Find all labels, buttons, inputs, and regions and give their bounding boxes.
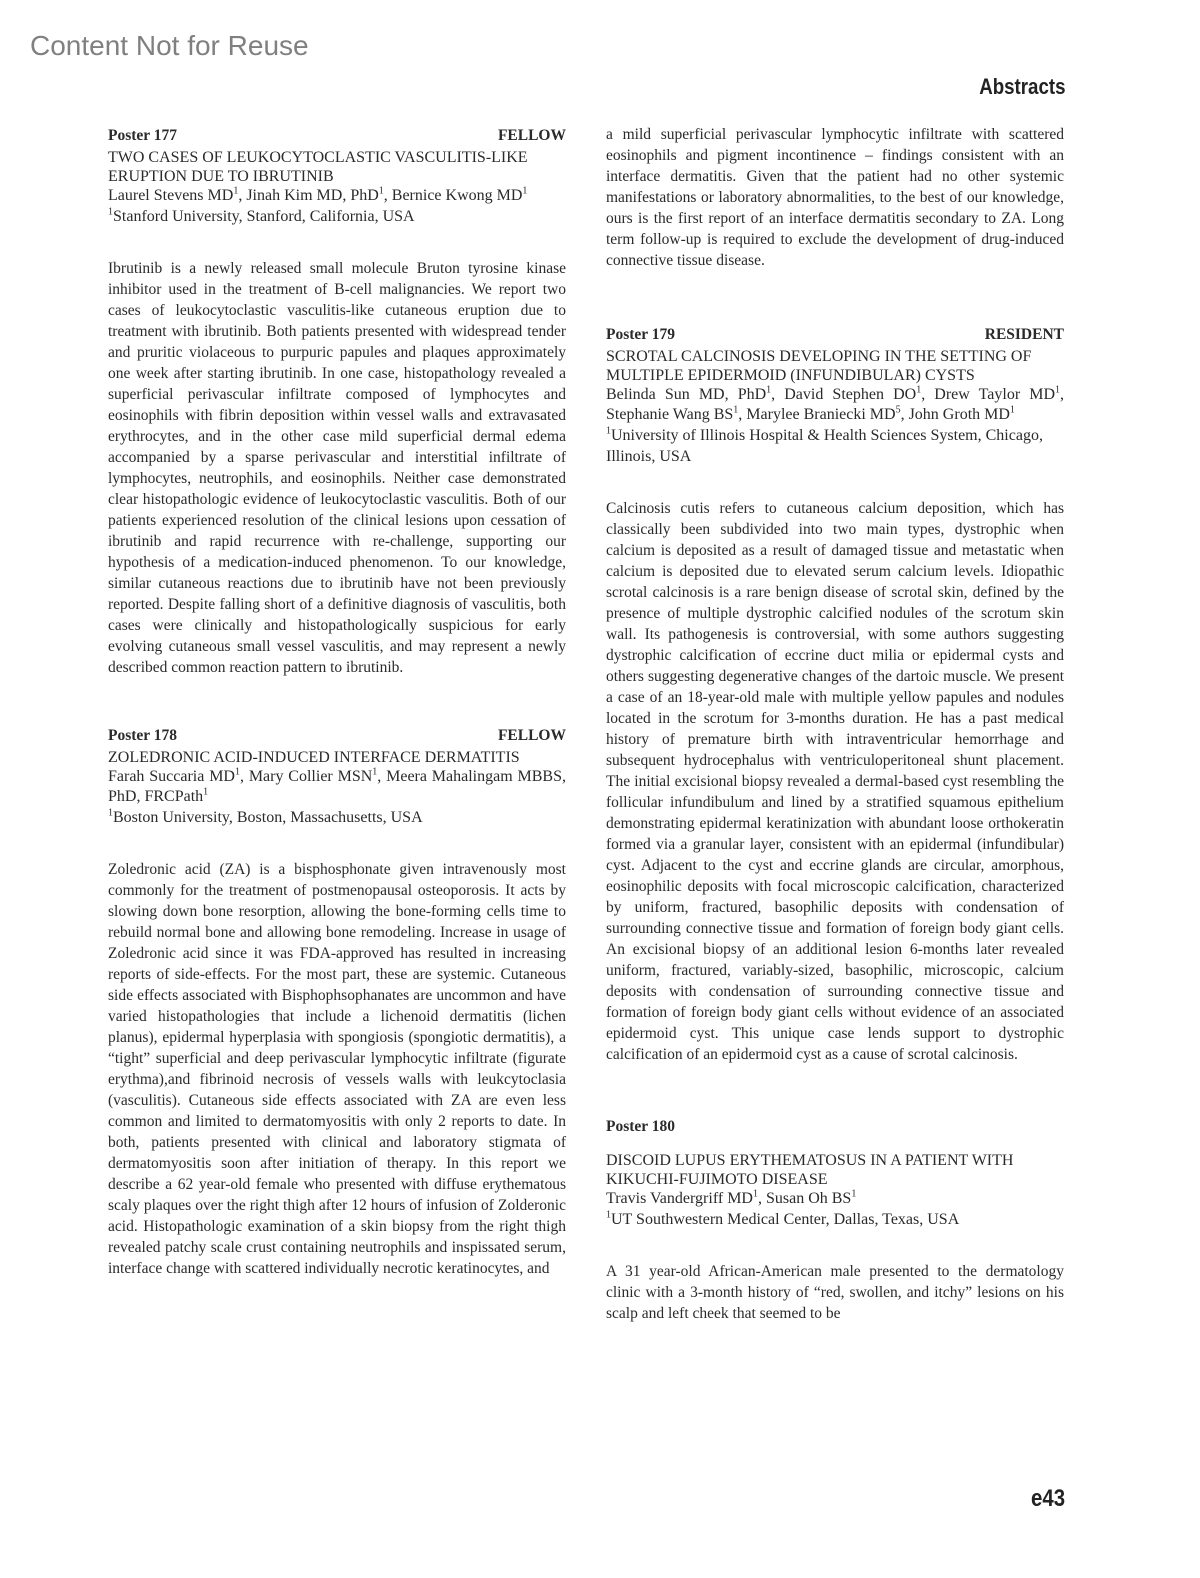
abstract-body: Ibrutinib is a newly released small molecule Bruton tyrosine kinase inhibitor used in the treatment of B-cell malignancies. We report two cases of leukocytoclastic vasculitis-like cutaneous eruption due to treatment with ibrutinib. Both patients presented with widespread tender and pruritic violaceous to purpuric papules and plaques approximately one week after starting ibrutinib. In one case, histopathology revealed a superficial perivascular infiltrate composed of lymphocytes and eosinophils with fibrin deposition within vessel walls and extravasated erythrocytes, and in the other case mild superficial dermal edema accompanied by a sparse perivascular and interstitial infiltrate of lymphocytes, neutrophils, and eosinophils. Neither case demonstrated clear histopathologic evidence of leukocytoclastic vasculitis. Both of our patients experienced resolution of the clinical lesions upon cessation of ibrutinib and rapid recurrence with re-challenge, supporting our hypothesis of a medication-induced phenomenon. To our knowledge, similar cutaneous reactions due to ibrutinib have not been previously reported. Despite falling short of a definitive diagnosis of vasculitis, both cases were clinically and histopathologically suspicious for early evolving cutaneous small vessel vasculitis, and may represent a newly described common reaction pattern to ibrutinib. [108,260,566,676]
poster-header [108,124,566,148]
author-name: Belinda Sun MD, PhD [606,386,767,403]
poster-label: Poster 177 [108,127,178,144]
poster-title: ZOLEDRONIC ACID-INDUCED INTERFACE DERMATITIS [108,749,520,766]
poster-header [108,724,566,748]
author-name: David Stephen DO [784,386,917,403]
page-number: e43 [1030,1485,1065,1512]
author-sup: 1 [203,786,209,798]
author-sup: 1 [733,404,739,416]
poster-title: SCROTAL CALCINOSIS DEVELOPING IN THE SETTING OF MULTIPLE EPIDERMOID (INFUNDIBULAR) CYSTS [606,348,1032,384]
author-name: Meera Mahalingam MBBS, PhD, FRCPath [108,768,566,805]
author-sup: 1 [766,384,772,396]
affiliation-sup: 1 [108,807,113,819]
watermark: Content Not for Reuse [30,30,309,61]
poster-category: RESIDENT [984,326,1064,343]
affiliation-text: UT Southwestern Medical Center, Dallas, Texas, USA [611,1211,960,1228]
affiliation [606,425,1064,467]
affiliation-text: University of Illinois Hospital & Health Sciences System, Chicago, Illinois, USA [606,427,1043,465]
poster-title: DISCOID LUPUS ERYTHEMATOSUS IN A PATIENT WITH KIKUCHI-FUJIMOTO DISEASE [606,1152,1014,1188]
abstract-body: Zoledronic acid (ZA) is a bisphosphonate given intravenously most commonly for the treatment of postmenopausal osteoporosis. It acts by slowing down bone resorption, allowing the bone-forming cells time to rebuild normal bone and allowing bone remodeling. Increase in usage of Zoledronic acid since it was FDA-approved has resulted in increasing reports of side-effects. For the most part, these are systemic. Cutaneous side effects associated with Bisphophsophanates are uncommon and have varied histopathologies that include a lichenoid dermatitis (lichen planus), epidermal hyperplasia with spongiosis (spongiotic dermatitis), a “tight” superficial and deep perivascular lymphocytic infiltrate (figurate erythma),and fibrinoid necrosis of vessels walls with leukcytoclasia (vasculitis). Cutaneous side effects associated with ZA are even less common and limited to dermatomyositis with only 2 reports to date. In both, patients presented with clinical and laboratory stigmata of dermatomyositis soon after initiation of therapy. In this report we describe a 62 year-old female who presented with diffuse erythematous scaly plaques over the right thigh after 12 hours of infusion of Zolderonic acid. Histopathologic examination of a skin biopsy from the right thigh revealed patchy scale crust containing neutrophils and inspissated serum, interface change with scattered individually necrotic keratinocytes, and [108,861,566,1277]
author-name: John Groth MD [908,406,1010,423]
author-name: Susan Oh BS [765,1190,852,1207]
poster-180 [606,1115,1064,1324]
poster-title: TWO CASES OF LEUKOCYTOCLASTIC VASCULITIS-LIKE ERUPTION DUE TO IBRUTINIB [108,149,528,185]
poster-header [606,323,1064,347]
affiliation-sup: 1 [606,1209,611,1221]
author-list: Farah Succaria $MD^1$, Mary Collier MSN$^1$, Meera Mahalingam MBBS, PhD, FRCPath$^1$ [108,766,566,805]
author-list: Travis Vandergriff $MD^1$, Susan Oh $BS^1$ [606,1188,857,1207]
left-column [108,124,566,1279]
right-column [606,124,1064,1324]
author-name: Stephanie Wang BS [606,406,734,423]
author-sup: 1 [916,384,922,396]
author-sup: 1 [1055,384,1061,396]
author-sup: 1 [378,185,384,197]
poster-category: FELLOW [497,727,566,744]
author-sup: 1 [234,766,240,778]
affiliation-text: Boston University, Boston, Massachusetts, USA [113,809,423,826]
author-list: Belinda Sun MD, PhD$^1$, David Stephen $DO^1$, Drew Taylor $MD^1$, Stephanie Wang $BS^1$, Marylee Braniecki $MD^5$, John Groth $MD^1$ [606,384,1065,423]
poster-177 [108,124,566,678]
poster-label: Poster 180 [606,1118,676,1135]
affiliation [108,206,566,227]
affiliation [108,807,566,828]
author-name: Farah Succaria MD [108,768,235,785]
poster-178 [108,724,566,1279]
affiliation-text: Stanford University, Stanford, California, USA [113,208,415,225]
abstract-body: Calcinosis cutis refers to cutaneous calcium deposition, which has classically been subdivided into two main types, dystrophic when calcium is deposited as a result of damaged tissue and metastatic when calcium is deposited due to elevated serum calcium levels. Idiopathic scrotal calcinosis is a rare benign disease of scrotal skin, defined by the presence of multiple dystrophic calcified nodules of the scrotum skin wall. Its pathogenesis is controversial, with some authors suggesting dystrophic calcification of eccrine duct milia or epidermal cysts and others suggesting degenerative changes of the dartoic muscle. We present a case of an 18-year-old male with multiple yellow papules and nodules located in the scrotum for 3-months duration. He has a past medical history of premature birth with intraventricular hemorrhage and subsequent hydrocephalus with ventriculoperitoneal shunt placement. The initial excisional biopsy revealed a dermal-based cyst resembling the follicular infundibulum and lined by a stratified squamous epithelium demonstrating epidermal keratinization with abundant loose orthokeratin formed via a granular layer, consistent with an epidermal (infundibular) cyst. Adjacent to the cyst and eccrine glands are circular, amorphous, eosinophilic deposits with focal microscopic calcification, characterized by uniform, fractured, basophilic deposits with condensation of surrounding connective tissue and formation of foreign body giant cells. An excisional biopsy of an additional lesion 6-months later revealed uniform, fractured, variably-sized, basophilic, microscopic, calcium deposits with condensation of surrounding connective tissue and formation of foreign body giant cells without evidence of an associated epidermoid cyst. This unique case lends support to dystrophic calcification of an epidermoid cyst as a cause of scrotal calcinosis. [606,500,1064,1063]
poster-179 [606,323,1064,1065]
section-header: Abstracts [978,74,1065,99]
poster-label: Poster 179 [606,326,676,343]
author-sup: 5 [895,404,901,416]
poster-header [606,1115,1064,1139]
author-name: Drew Taylor MD [934,386,1056,403]
author-name: Marylee Braniecki MD [746,406,896,423]
author-sup: 1 [372,766,378,778]
author-list: Laurel Stevens $MD^1$, Jinah Kim MD, PhD$^1$, Bernice Kwong $MD^1$ [108,185,528,204]
author-sup: 1 [522,185,528,197]
poster-category: FELLOW [497,127,566,144]
author-sup: 1 [233,185,239,197]
author-name: Jinah Kim MD, PhD [246,187,379,204]
affiliation-sup: 1 [606,425,611,437]
author-name: Laurel Stevens MD [108,187,234,204]
author-sup: 1 [752,1188,758,1200]
author-sup: 1 [851,1188,857,1200]
author-name: Mary Collier MSN [248,768,373,785]
affiliation-sup: 1 [108,206,113,218]
author-name: Bernice Kwong MD [391,187,523,204]
abstract-body-continued: a mild superficial perivascular lymphocytic infiltrate with scattered eosinophils and pigment incontinence – findings consistent with an interface dermatitis. Given that the patient had no other systemic manifestations or laboratory abnormalities, to the best of our knowledge, ours is the first report of an interface dermatitis secondary to ZA. Long term follow-up is required to exclude the development of drug-induced connective tissue disease. [606,126,1064,269]
abstract-body: A 31 year-old African-American male presented to the dermatology clinic with a 3-month history of “red, swollen, and itchy” lesions on his scalp and left cheek that seemed to be [606,1263,1064,1322]
affiliation [606,1209,1064,1230]
author-sup: 1 [1009,404,1015,416]
author-name: Travis Vandergriff MD [606,1190,753,1207]
poster-label: Poster 178 [108,727,178,744]
